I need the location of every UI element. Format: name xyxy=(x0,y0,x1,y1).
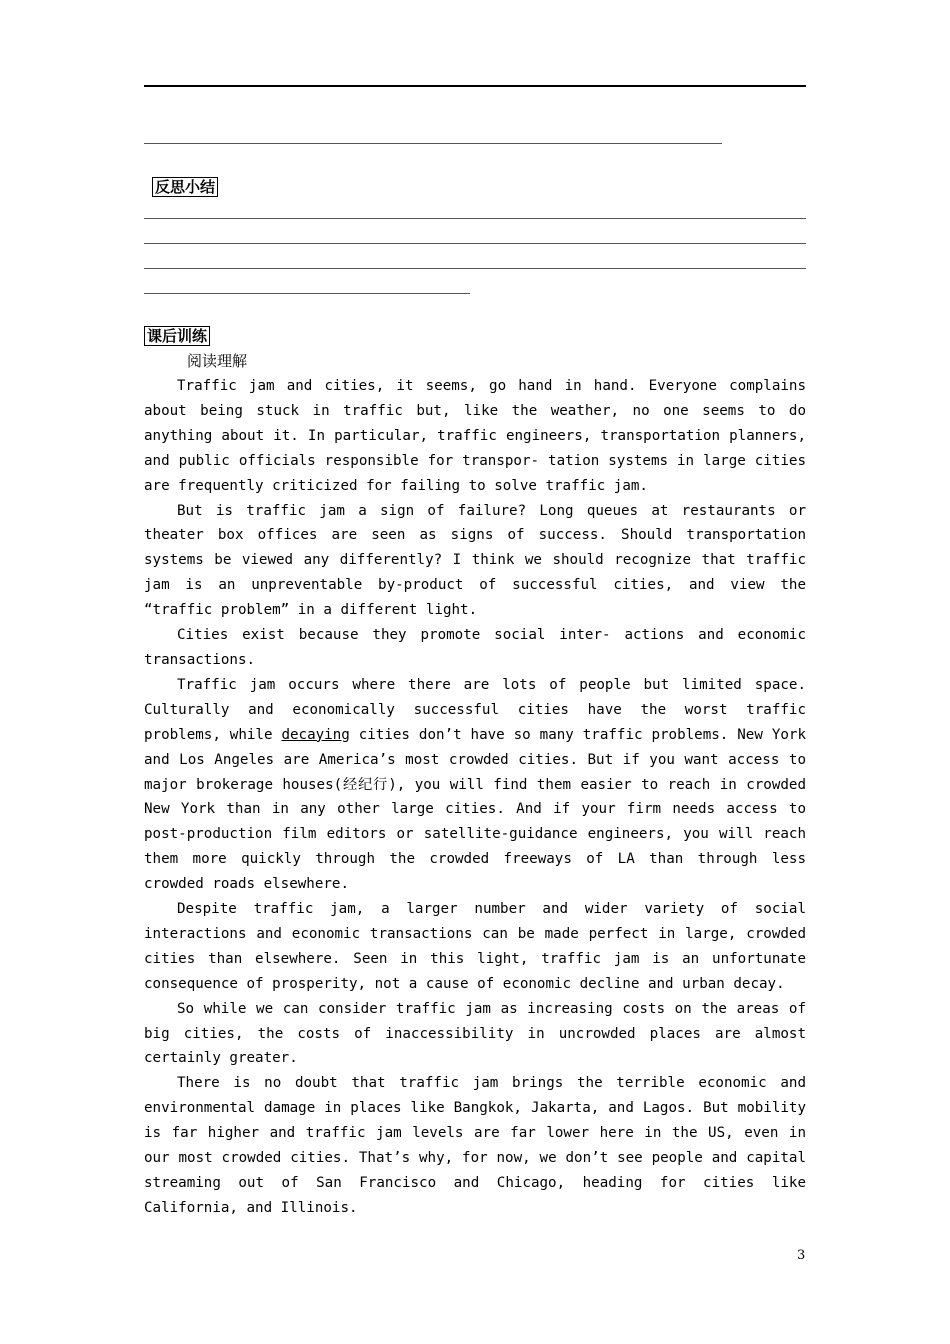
answer-line xyxy=(144,218,806,219)
paragraph-text: cities don’t have so many traffic problems. New York and Los Angeles are America’s most crowded cities. But if you want access to major brokerage houses(经纪行), you will find them easier to reach in crowded New York than in any other large cities. And if your firm needs access to post-production film editors or satellite-guidance engineers, you will reach them more quickly through the crowded freeways of LA than through less crowded roads elsewhere. xyxy=(144,726,806,893)
paragraph: Traffic jam and cities, it seems, go hand in hand. Everyone complains about being stuck in traffic but, like the weather, no one seems to do anything about it. In particular, traffic engineers, transportation planners, and public officials responsible for transpor- tation systems in large cities are frequently criticized for failing to solve traffic jam. xyxy=(144,378,806,494)
paragraph: But is traffic jam a sign of failure? Long queues at restaurants or theater box offices are seen as signs of success. Should transportation systems be viewed any differently? I think we should recognize that traffic jam is an unpreventable by-product of successful cities, and view the “traffic problem” in a different light. xyxy=(144,502,806,619)
top-rule xyxy=(144,85,806,87)
answer-line xyxy=(144,243,806,244)
paragraph-text: Traffic jam occurs where there are lots of people but limited space. Culturally and economically successful cities have the worst traffic problems, while xyxy=(144,676,806,743)
paragraph: There is no doubt that traffic jam brings the terrible economic and environmental damage in places like Bangkok, Jakarta, and Lagos. But mobility is far higher and traffic jam levels are far lower here in the US, even in our most crowded cities. That’s why, for now, we don’t see people and capital streaming out of San Francisco and Chicago, heading for cities like California, and Illinois. xyxy=(144,1075,806,1216)
reflection-heading: 反思小结 xyxy=(152,177,218,197)
paragraph: Cities exist because they promote social inter- actions and economic transactions. xyxy=(144,627,806,668)
underlined-word: decaying xyxy=(281,726,350,743)
homework-heading: 课后训练 xyxy=(144,326,210,346)
paragraph: Despite traffic jam, a larger number and wider variety of social interactions and economic transactions can be made perfect in large, crowded cities than elsewhere. Seen in this light, traffic jam is an unfortunate consequence of prosperity, not a cause of economic decline and urban decay. xyxy=(144,901,806,992)
answer-line xyxy=(144,268,806,269)
reading-passage xyxy=(144,374,806,1221)
reading-heading: 阅读理解 xyxy=(187,352,248,370)
paragraph xyxy=(144,673,806,897)
paragraph: So while we can consider traffic jam as increasing costs on the areas of big cities, the costs of inaccessibility in uncrowded places are almost certainly greater. xyxy=(144,1000,806,1067)
page-number: 3 xyxy=(797,1248,806,1263)
answer-line xyxy=(144,143,722,144)
answer-line xyxy=(144,293,470,294)
